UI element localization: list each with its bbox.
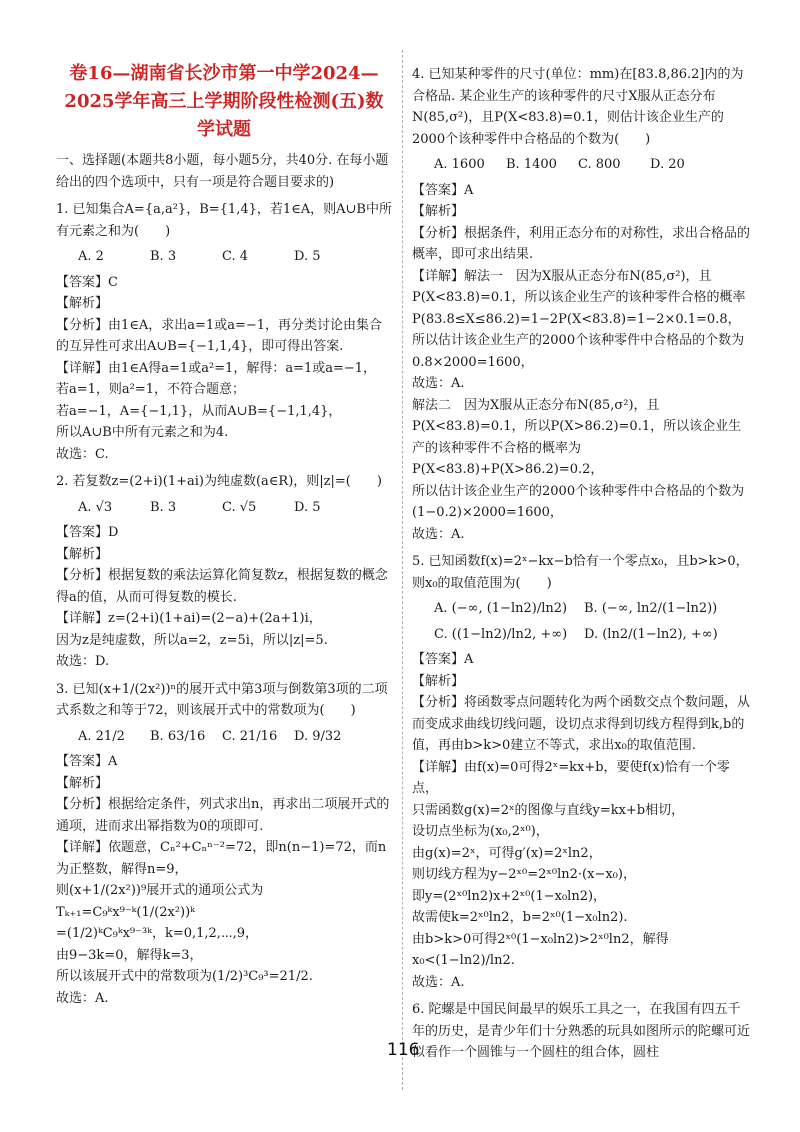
solution-line: 则(x+1/(2x²))⁹展开式的通项公式为Tₖ₊₁=C₉ᵏx⁹⁻ᵏ(1/(2x²))ᵏ [56,883,264,920]
solution-line: 若a=−1，A={−1,1}，从而A∪B={−1,1,4}， [56,403,342,419]
option: B. 3 [150,499,177,515]
solution-line: 【详解】依题意，Cₙ²+Cₙⁿ⁻²=72，即n(n−1)=72，而n为正整数，解得n=9， [56,840,387,877]
option: A. 21/2 [78,728,125,744]
option: A. (−∞, (1−ln2)/ln2) [434,601,568,616]
solution-line: 【分析】根据条件，利用正态分布的对称性，求出合格品的概率，即可求出结果. [412,225,751,262]
solution-line: =(1/2)ᵏC₉ᵏx⁹⁻³ᵏ，k=0,1,2,⋯,9， [56,926,259,941]
option: D. 5 [294,499,321,515]
solution-line: 故选：A. [412,974,465,990]
solution-line: 【分析】根据给定条件，列式求出n，再求出二项展开式的通项，进而求出幂指数为0的项即可. [56,797,390,834]
solution-line: 故选：C. [56,446,109,462]
solution-line: 【详解】由1∈A得a=1或a²=1，解得：a=1或a=−1， [56,360,377,376]
solution-line: 故需使k=2ˣ⁰ln2，b=2ˣ⁰(1−x₀ln2). [412,910,628,925]
question-text: 5. 已知函数f(x)=2ˣ−kx−b恰有一个零点x₀，且b>k>0，则x₀的取值范围为( ) [412,554,749,591]
option: D. (ln2/(1−ln2), +∞) [584,626,718,642]
solution-line: 【答案】D [56,525,119,540]
page-number: 116 [387,1040,420,1060]
solution-line: 【详解】z=(2+i)(1+ai)=(2−a)+(2a+1)i， [56,611,322,626]
options-row [412,596,752,647]
solution-line: 故选：D. [56,654,110,669]
solution-line: 解法二 因为X服从正态分布N(85,σ²)，且P(X<83.8)=0.1，所以P(X>86.2)=0.1，所以该企业生产的该种零件不合格的概率为P(X<83.8)+P(X>86.2)=0.2， [412,397,742,477]
option: C. ((1−ln2)/ln2, +∞) [434,626,568,642]
options-row [56,246,392,268]
options-row [56,726,392,748]
solution-line: 【答案】C [56,274,118,290]
solution-line: 故选：A. [412,526,465,542]
solution-line: 故选：A. [412,376,465,391]
solution-line: 即y=(2ˣ⁰ln2)x+2ˣ⁰(1−x₀ln2)， [412,888,607,904]
solution-line: 所以该展开式中的常数项为(1/2)³C₉³=21/2. [56,969,313,984]
solution-line: 由b>k>0可得2ˣ⁰(1−x₀ln2)>2ˣ⁰ln2，解得x₀<(1−ln2)/ln2. [412,931,669,968]
question-text: 4. 已知某种零件的尺寸(单位：mm)在[83.8,86.2]内的为合格品. 某企业生产的该种零件的尺寸X服从正态分布N(85,σ²)，且P(X<83.8)=0.1，则估计该企业生产的2000个该种零件中合格品的个数为( ) [412,67,744,147]
solution-line: 【分析】根据复数的乘法运算化简复数z，根据复数的概念得a的值，从而可得复数的模长. [56,568,388,605]
option: C. 21/16 [222,728,278,744]
option: A. 2 [78,249,104,264]
section-heading: 一、选择题(本题共8小题，每小题5分，共40分. 在每小题给出的四个选项中，只有一项是符合题目要求的) [56,153,389,190]
option: B. 63/16 [150,728,206,744]
solution-line: 【解析】 [56,546,109,562]
solution-line: 【答案】A [56,754,118,769]
option: C. √5 [222,499,257,515]
solution-line: 若a=1，则a²=1，不符合题意； [56,382,246,397]
right-content [412,64,752,1064]
option: C. 800 [578,157,621,172]
left-column [56,58,392,1009]
solution-line: 所以估计该企业生产的2000个该种零件中合格品的个数为(1−0.2)×2000=1600， [412,483,745,520]
left-content [56,199,392,1009]
solution-line: 【解析】 [412,673,465,689]
solution-line: 故选：A. [56,990,109,1006]
option: D. 20 [650,157,685,172]
solution-line: 【分析】将函数零点问题转化为两个函数交点个数问题，从而变成求曲线切线问题，设切点求得到切线方程得到k,b的值，再由b>k>0建立不等式，求出x₀的取值范围. [412,695,751,753]
column-divider [402,50,403,1090]
option: B. 3 [150,249,177,264]
option: A. 1600 [434,157,485,172]
options-row [412,154,752,176]
solution-line: 【答案】A [412,182,474,198]
question-text: 1. 已知集合A={a,a²}，B={1,4}，若1∈A，则A∪B中所有元素之和为( ) [56,202,392,239]
solution-line: 【答案】A [412,652,474,667]
solution-line: 因为z是纯虚数，所以a=2，z=5i，所以|z|=5. [56,632,328,648]
option: D. 9/32 [294,728,342,744]
option: A. √3 [78,499,113,515]
solution-line: 所以A∪B中所有元素之和为4. [56,425,229,440]
solution-line: 只需函数g(x)=2ˣ的图像与直线y=kx+b相切， [412,802,685,818]
option: B. (−∞, ln2/(1−ln2)) [584,601,718,616]
option: B. 1400 [506,157,557,172]
option: D. 5 [294,249,321,264]
question-text: 2. 若复数z=(2+i)(1+ai)为纯虚数(a∈R)，则|z|=( ) [56,474,382,489]
solution-line: 【详解】由f(x)=0可得2ˣ=kx+b，要使f(x)恰有一个零点， [412,759,730,796]
solution-line: 则切线方程为y−2ˣ⁰=2ˣ⁰ln2·(x−x₀)， [412,867,636,882]
question-text: 3. 已知(x+1/(2x²))ⁿ的展开式中第3项与倒数第3项的二项式系数之和等于72，则该展开式中的常数项为( ) [56,681,388,718]
solution-line: 由g(x)=2ˣ，可得g′(x)=2ˣln2， [412,845,602,861]
solution-line: 【解析】 [412,204,465,219]
page-title: 卷16—湖南省长沙市第一中学2024—2025学年高三上学期阶段性检测(五)数学试题 [64,63,384,140]
right-column [412,58,752,1064]
solution-line: 【分析】由1∈A，求出a=1或a=−1，再分类讨论由集合的互异性可求出A∪B={−1,1,4}，即可得出答案. [56,317,383,354]
options-row [56,497,392,519]
solution-line: 【详解】解法一 因为X服从正态分布N(85,σ²)，且P(X<83.8)=0.1，所以该企业生产的该种零件合格的概率P(83.8≤X≤86.2)=1−2P(X<83.8)=1−2×0.1=0.8， [412,268,746,327]
solution-line: 由9−3k=0，解得k=3， [56,947,203,963]
option: C. 4 [222,249,249,264]
solution-line: 所以估计该企业生产的2000个该种零件中合格品的个数为0.8×2000=1600， [412,333,745,370]
solution-line: 【解析】 [56,296,109,311]
solution-line: 【解析】 [56,775,109,791]
question-text: 6. 陀螺是中国民间最早的娱乐工具之一，在我国有四五千年的历史，是青少年们十分熟悉的玩具如图所示的陀螺可近似看作一个圆锥与一个圆柱的组合体，圆柱 [412,1002,751,1060]
solution-line: 设切点坐标为(x₀,2ˣ⁰)， [412,824,549,839]
